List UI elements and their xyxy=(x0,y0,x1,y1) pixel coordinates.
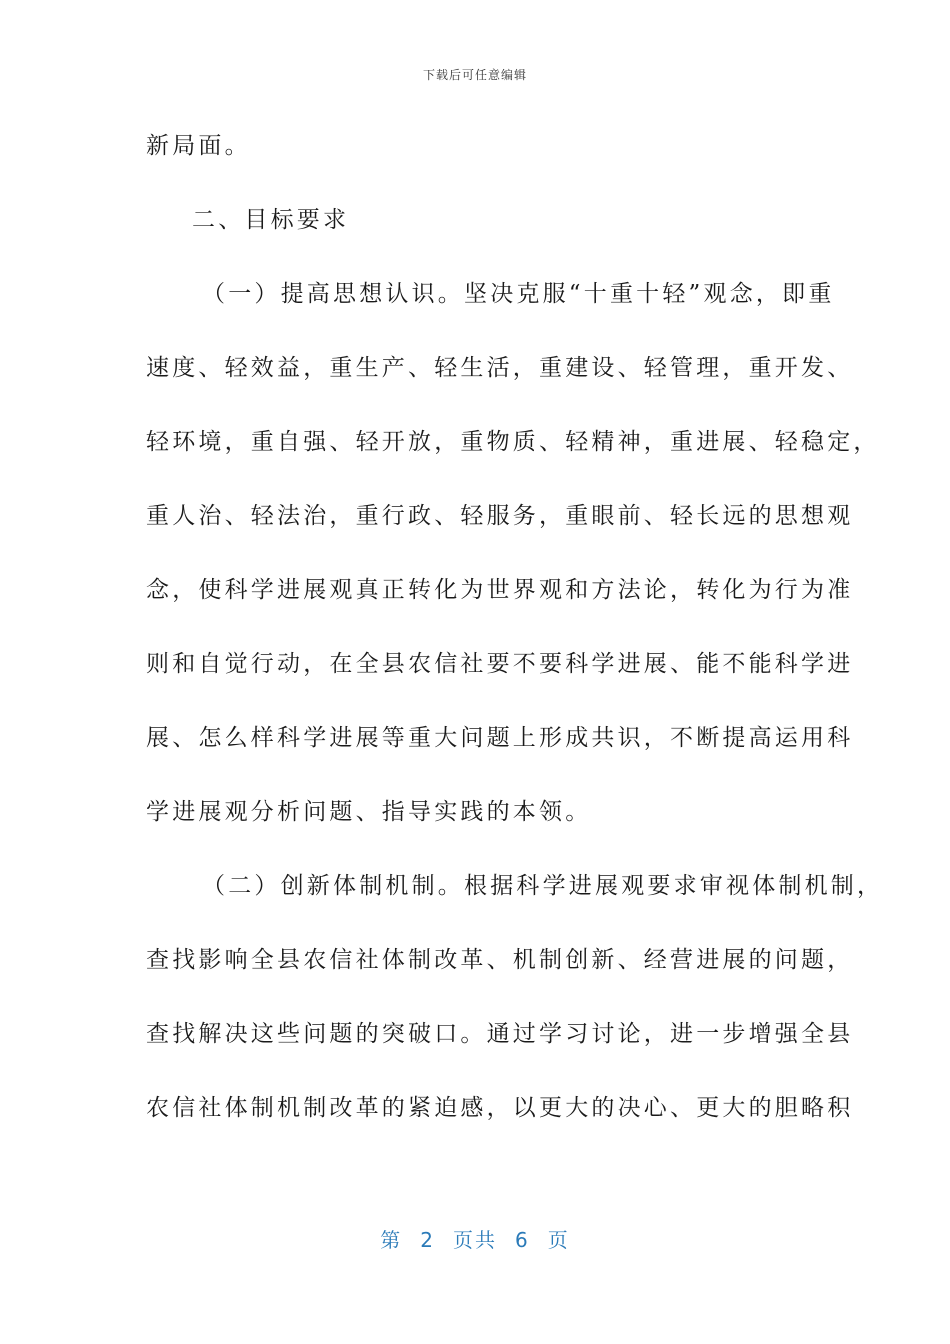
page-footer xyxy=(0,1224,950,1253)
paragraph-line: 农信社体制机制改革的紧迫感，以更大的决心、更大的胆略积 xyxy=(146,1095,854,1121)
paragraph-line: 则和自觉行动，在全县农信社要不要科学进展、能不能科学进 xyxy=(146,651,854,677)
paragraph-line: 速度、轻效益，重生产、轻生活，重建设、轻管理，重开发、 xyxy=(146,355,854,381)
page-suffix: 页 xyxy=(547,1228,570,1252)
paragraph-line: 学进展观分析问题、指导实践的本领。 xyxy=(146,799,592,825)
paragraph-line: 展、怎么样科学进展等重大问题上形成共识，不断提高运用科 xyxy=(146,725,854,751)
paragraph-line: （二）创新体制机制。根据科学进展观要求审视体制机制， xyxy=(202,873,884,899)
total-pages-number: 6 xyxy=(515,1228,530,1252)
paragraph-line: 新局面。 xyxy=(146,133,251,159)
body-text xyxy=(146,116,884,1152)
page-mid: 页共 xyxy=(453,1228,497,1252)
section-heading: 二、目标要求 xyxy=(192,207,350,233)
paragraph-line: 念，使科学进展观真正转化为世界观和方法论，转化为行为准 xyxy=(146,577,854,603)
page-prefix: 第 xyxy=(380,1228,403,1252)
paragraph-line: （一）提高思想认识。坚决克服“十重十轻”观念，即重 xyxy=(202,281,835,307)
paragraph-line: 重人治、轻法治，重行政、轻服务，重眼前、轻长远的思想观 xyxy=(146,503,854,529)
paragraph-line: 查找解决这些问题的突破口。通过学习讨论，进一步增强全县 xyxy=(146,1021,854,1047)
current-page-number: 2 xyxy=(420,1228,435,1252)
paragraph-line: 查找影响全县农信社体制改革、机制创新、经营进展的问题， xyxy=(146,947,854,973)
header-note: 下载后可任意编辑 xyxy=(422,68,527,82)
paragraph-line: 轻环境，重自强、轻开放，重物质、轻精神，重进展、轻稳定， xyxy=(146,429,880,455)
